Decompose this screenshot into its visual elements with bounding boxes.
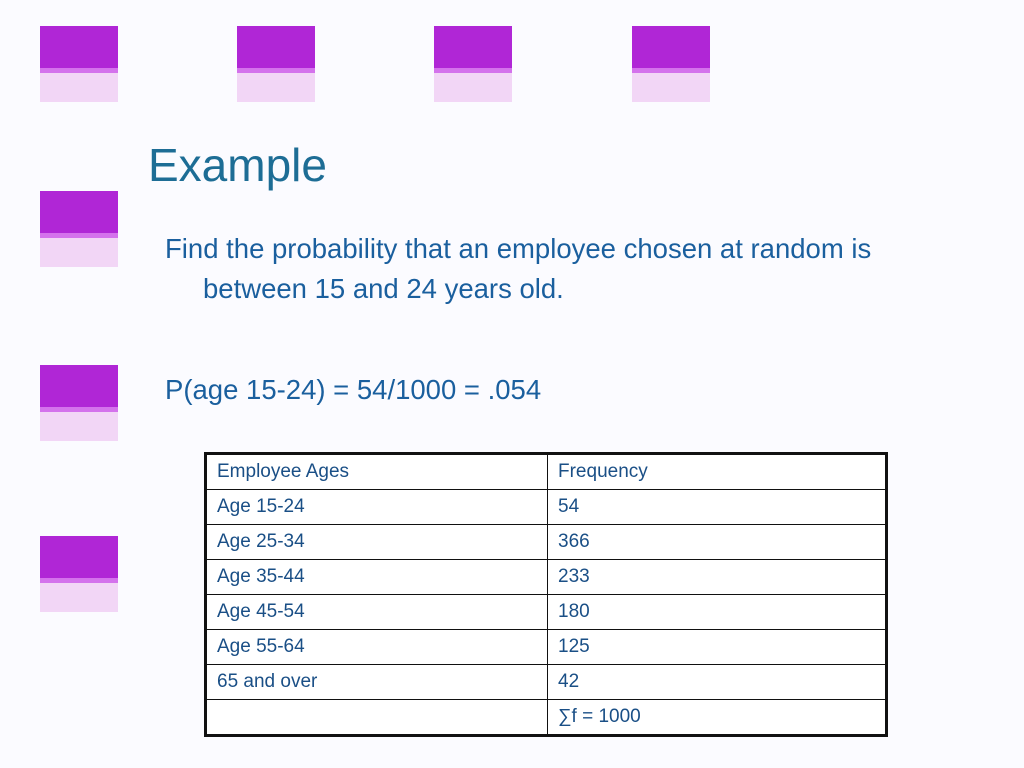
table-cell: 65 and over [206,665,548,700]
slide-title: Example [148,139,327,191]
table-total-cell: ∑f = 1000 [548,700,887,736]
table-header-row [206,454,887,490]
table-row [206,490,887,525]
decorative-block [40,26,118,102]
table-cell: Age 15-24 [206,490,548,525]
table-cell [206,700,548,736]
table-cell: Age 25-34 [206,525,548,560]
table-header-cell: Employee Ages [206,454,548,490]
table-row [206,665,887,700]
decorative-block [40,536,118,612]
decorative-block [40,365,118,441]
table-header-cell: Frequency [548,454,887,490]
question-text: Find the probability that an employee chosen at random is between 15 and 24 years old. [165,233,872,304]
table-row [206,525,887,560]
table-row [206,560,887,595]
table-cell: 180 [548,595,887,630]
table-cell: 233 [548,560,887,595]
table-cell: Age 45-54 [206,595,548,630]
decorative-block [237,26,315,102]
table-cell: Age 55-64 [206,630,548,665]
table-cell: 54 [548,490,887,525]
decorative-block [434,26,512,102]
table-cell: 125 [548,630,887,665]
table-total-row [206,700,887,736]
decorative-block [40,191,118,267]
frequency-table [204,452,888,737]
table-row [206,595,887,630]
table-cell: 42 [548,665,887,700]
table-cell: Age 35-44 [206,560,548,595]
table-cell: 366 [548,525,887,560]
answer-text: P(age 15-24) = 54/1000 = .054 [165,374,542,405]
table-row [206,630,887,665]
decorative-block [632,26,710,102]
